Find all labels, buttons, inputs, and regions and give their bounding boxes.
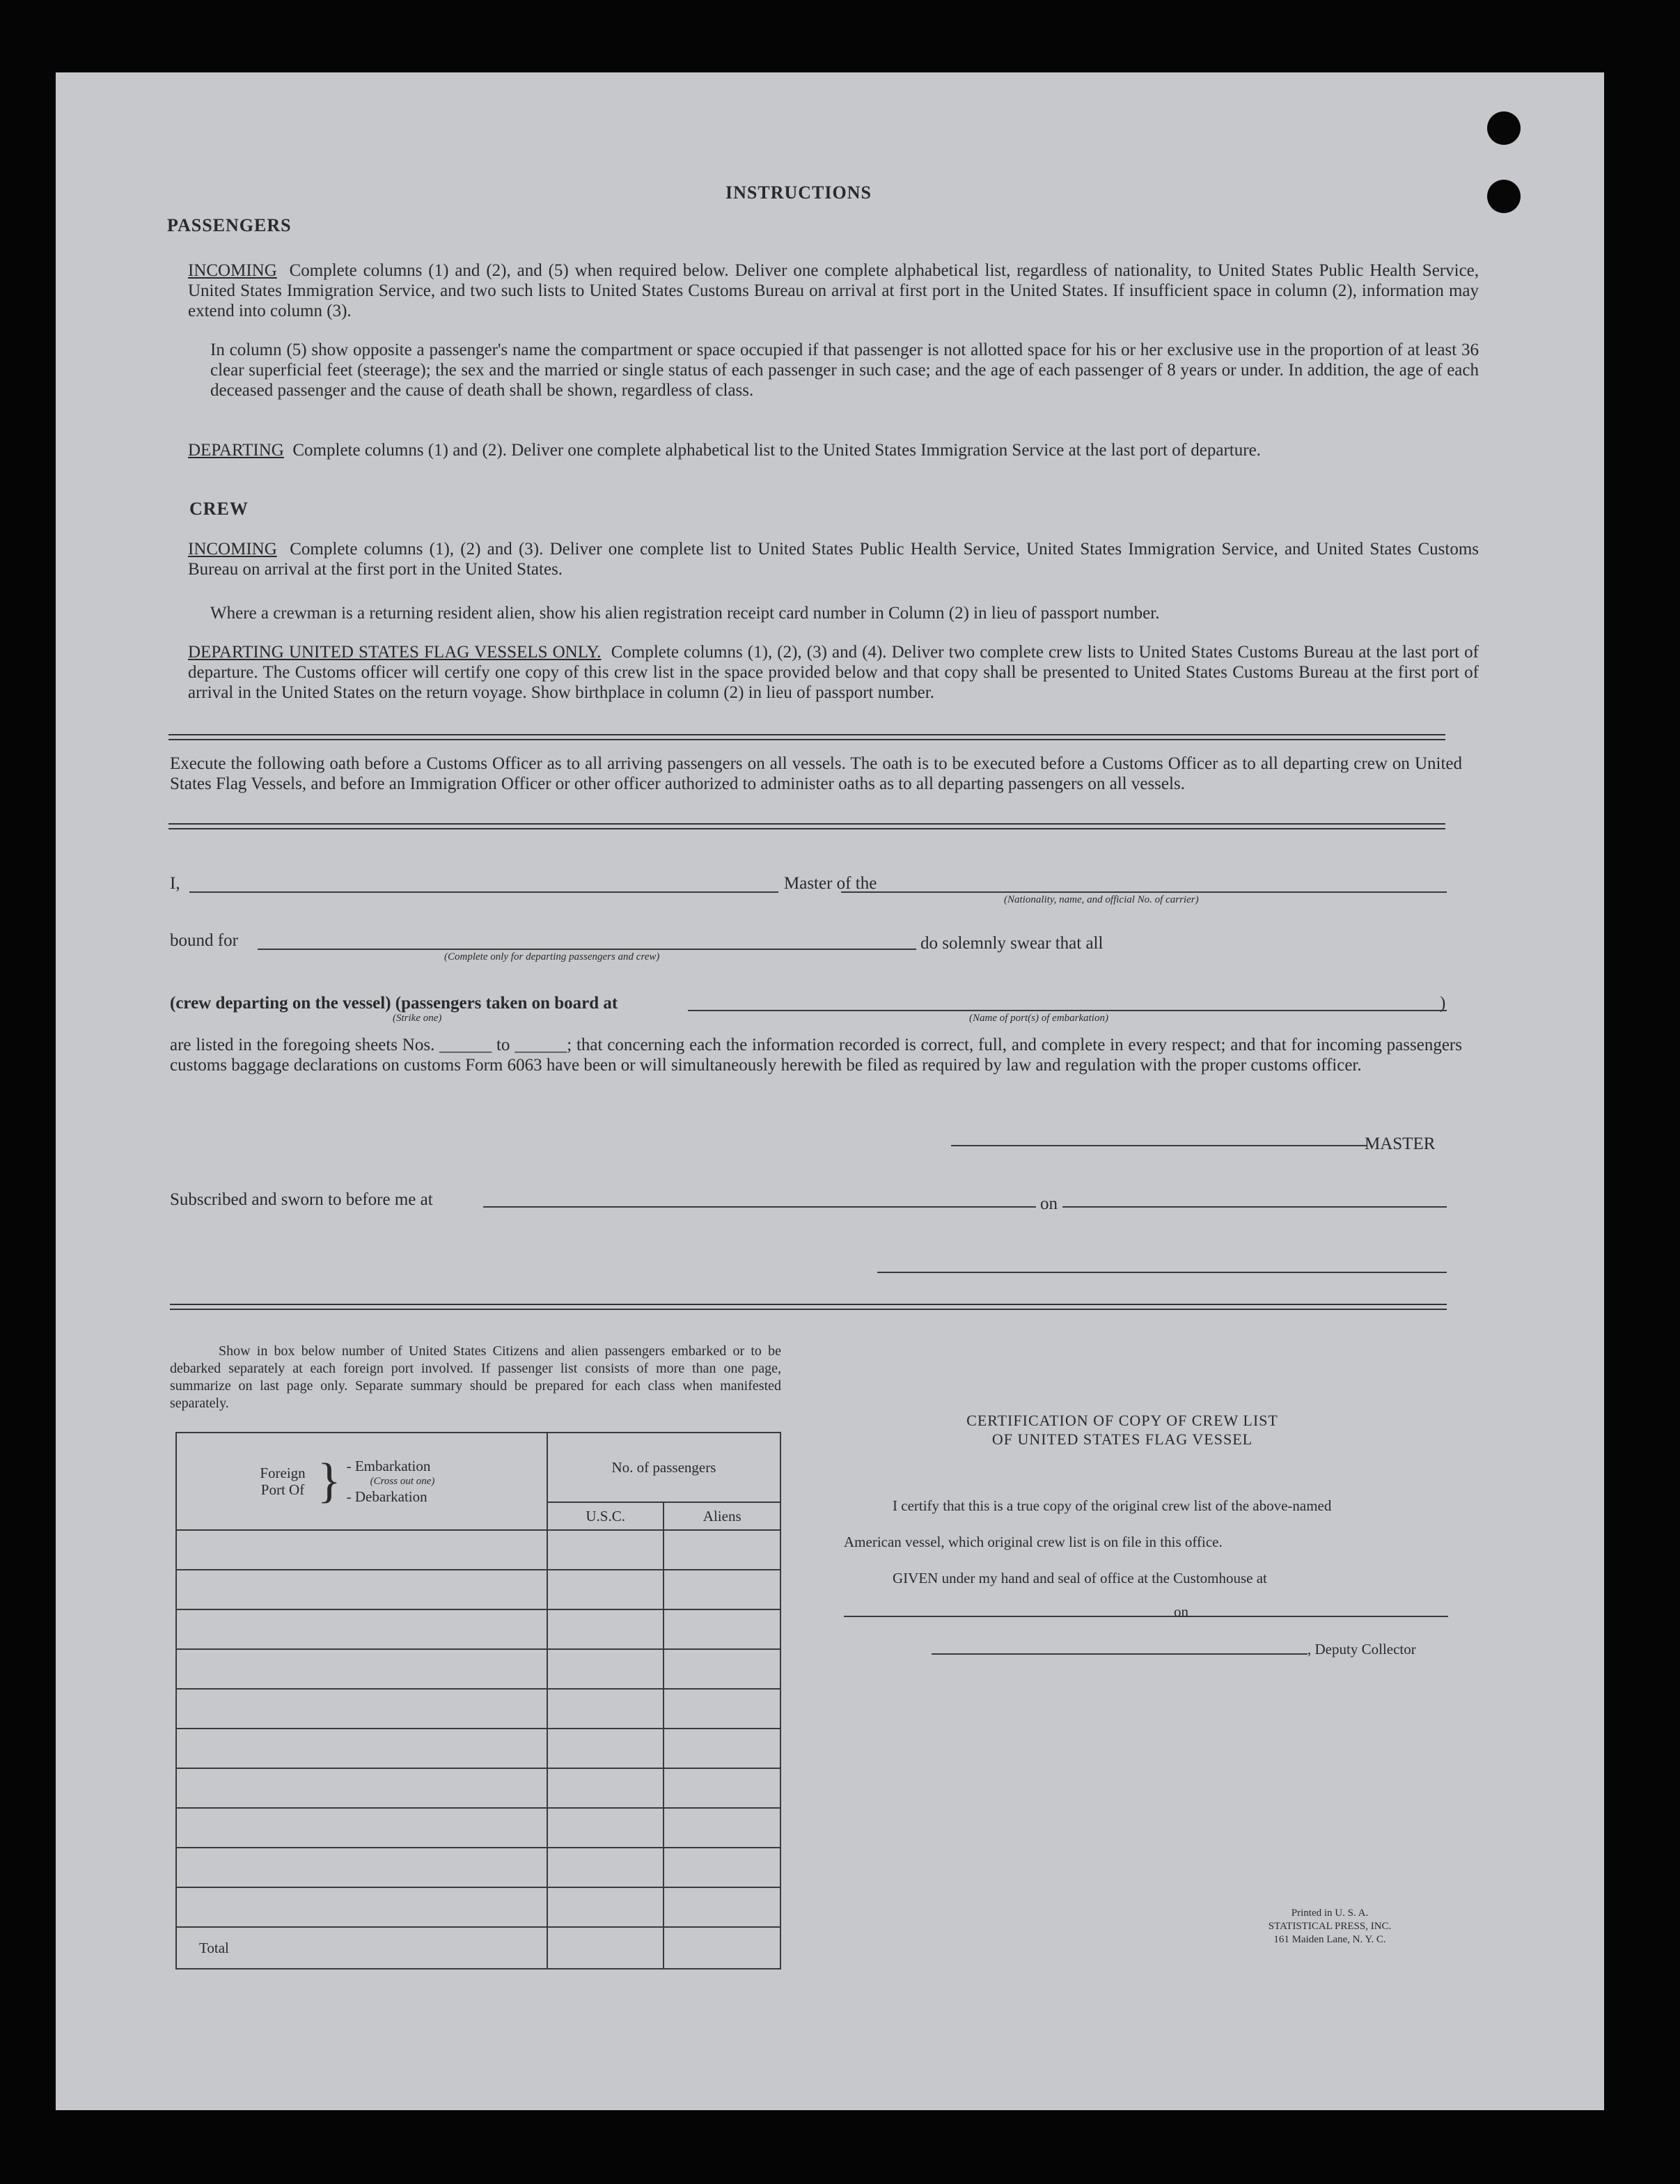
- brace: }: [317, 1454, 341, 1508]
- summary-row: [176, 1609, 780, 1649]
- printer-line1: Printed in U. S. A.: [1291, 1908, 1369, 1919]
- summary-cell-aliens[interactable]: [664, 1689, 780, 1729]
- carrier-note: (Nationality, name, and official No. of carrier): [1004, 894, 1199, 905]
- summary-row: [176, 1768, 780, 1808]
- carrier-line[interactable]: [841, 891, 1447, 893]
- summary-cell-usc[interactable]: [547, 1689, 664, 1729]
- summary-cell-aliens[interactable]: [664, 1887, 780, 1927]
- subscribed-on-label: on: [1040, 1194, 1058, 1213]
- summary-row: [176, 1848, 780, 1887]
- summary-row: [176, 1729, 780, 1768]
- printer-line3: 161 Maiden Lane, N. Y. C.: [1273, 1934, 1386, 1945]
- summary-cell-port[interactable]: [176, 1649, 547, 1689]
- master-name-line[interactable]: [189, 891, 778, 893]
- total-usc-cell[interactable]: [547, 1927, 664, 1969]
- passengers-departing-text: Complete columns (1) and (2). Deliver one complete alphabetical list to the United States Immigration Service at the last port of departure.: [292, 441, 1261, 460]
- summary-row: [176, 1887, 780, 1927]
- subscribed-label: Subscribed and sworn to before me at: [170, 1190, 433, 1209]
- total-label-cell: [176, 1927, 547, 1969]
- no-passengers-header: No. of passengers: [547, 1433, 780, 1502]
- given-label: GIVEN under my hand and seal of office at the Customhouse at: [893, 1570, 1267, 1586]
- summary-cell-port[interactable]: [176, 1729, 547, 1768]
- page-title: INSTRUCTIONS: [725, 182, 872, 203]
- master-signature-line[interactable]: [951, 1145, 1367, 1146]
- summary-cell-port[interactable]: [176, 1530, 547, 1570]
- certification-title: [872, 1411, 1373, 1449]
- master-label: MASTER: [1365, 1134, 1436, 1153]
- certify-line1: I certify that this is a true copy of the original crew list of the above-named: [893, 1497, 1332, 1514]
- summary-cell-usc[interactable]: [547, 1848, 664, 1887]
- summary-instructions: Show in box below number of United States Citizens and alien passengers embarked or to be debarked separately at each foreign port involved. If passenger list consists of more than one page, summarize on last page only. Separate summary should be prepared for each class when manifested separately.: [170, 1343, 781, 1411]
- officer-signature-line[interactable]: [877, 1272, 1447, 1273]
- oath-i-label: I,: [170, 874, 180, 893]
- summary-cell-aliens[interactable]: [664, 1609, 780, 1649]
- embarkation-label: - Embarkation: [346, 1458, 431, 1474]
- summary-cell-aliens[interactable]: [664, 1530, 780, 1570]
- summary-cell-port[interactable]: [176, 1609, 547, 1649]
- passengers-departing-label: DEPARTING: [188, 441, 284, 460]
- punch-hole-second: [1487, 180, 1521, 213]
- total-aliens-cell[interactable]: [664, 1927, 780, 1969]
- total-label: Total: [199, 1939, 229, 1956]
- listed-paragraph: are listed in the foregoing sheets Nos. ______ to ______; that concerning each the information recorded is correct, full, and complete in every respect; and that for incoming passengers customs baggage declarations on customs Form 6063 have been or will simultaneously herewith be filed as required by law and regulation with the proper customs officer.: [170, 1036, 1462, 1075]
- summary-cell-aliens[interactable]: [664, 1768, 780, 1808]
- oath-intro-paragraph: Execute the following oath before a Customs Officer as to all arriving passengers on all vessels. The oath is to be executed before a Customs Officer as to all departing crew on United States Flag Vessels, and before an Immigration Officer or other officer authorized to administer oaths as to all departing passengers on all vessels.: [170, 754, 1462, 793]
- crew-heading: CREW: [189, 499, 249, 519]
- aliens-header: Aliens: [664, 1502, 780, 1530]
- summary-cell-usc[interactable]: [547, 1649, 664, 1689]
- printer-line2: STATISTICAL PRESS, INC.: [1268, 1921, 1392, 1932]
- summary-cell-usc[interactable]: [547, 1729, 664, 1768]
- crew-incoming-text: Complete columns (1), (2) and (3). Deliver one complete list to United States Public Health Service, United States Immigration Service, and United States Customs Bureau on arrival at the first port in the United States.: [188, 540, 1479, 579]
- crew-resident-paragraph: Where a crewman is a returning resident alien, show his alien registration receipt card number in Column (2) in lieu of passport number.: [210, 604, 1160, 623]
- deputy-collector-label: , Deputy Collector: [1308, 1641, 1416, 1658]
- crew-incoming-paragraph: [188, 539, 1479, 579]
- summary-cell-usc[interactable]: [547, 1570, 664, 1609]
- punch-hole-top: [1487, 111, 1521, 145]
- bound-for-label: bound for: [170, 931, 238, 950]
- passengers-departing-paragraph: [188, 440, 1479, 460]
- certification-on-label: on: [1174, 1603, 1188, 1620]
- port-note: (Name of port(s) of embarkation): [969, 1013, 1108, 1024]
- customhouse-line[interactable]: [844, 1616, 1224, 1617]
- certification-title-line1: CERTIFICATION OF COPY OF CREW LIST: [966, 1412, 1278, 1429]
- port-embarkation-line[interactable]: [688, 1010, 1447, 1011]
- passengers-column5-paragraph: In column (5) show opposite a passenger's name the compartment or space occupied if that passenger is not allotted space for his or her exclusive use in the proportion of at least 36 clear superficial feet (steerage); the sex and the married or single status of each passenger in such case; and the age of each passenger of 8 years or under. In addition, the age of each deceased passenger and the cause of death shall be shown, regardless of class.: [210, 341, 1479, 400]
- passengers-heading: PASSENGERS: [167, 215, 292, 235]
- summary-cell-aliens[interactable]: [664, 1808, 780, 1848]
- summary-row: [176, 1689, 780, 1729]
- printer-imprint: [1232, 1907, 1427, 1947]
- bound-for-note: (Complete only for departing passengers and crew): [444, 951, 660, 962]
- close-paren: ): [1440, 994, 1446, 1013]
- summary-cell-port[interactable]: [176, 1808, 547, 1848]
- strike-one-note: (Strike one): [393, 1013, 442, 1024]
- crew-departing-label: DEPARTING UNITED STATES FLAG VESSELS ONLY.: [188, 643, 602, 662]
- summary-cell-usc[interactable]: [547, 1808, 664, 1848]
- debarkation-label: - Debarkation: [346, 1488, 427, 1505]
- summary-cell-port[interactable]: [176, 1887, 547, 1927]
- cross-out-note: (Cross out one): [370, 1476, 435, 1487]
- summary-row: [176, 1649, 780, 1689]
- crew-incoming-label: INCOMING: [188, 540, 277, 559]
- summary-cell-port[interactable]: [176, 1768, 547, 1808]
- crew-departing-text: Complete columns (1), (2), (3) and (4). Deliver two complete crew lists to United States Customs Bureau at the last port of departure. The Customs officer will certify one copy of this crew list in the space provided below and that copy shall be presented to United States Customs Bureau at the first port of arrival in the United States on the return voyage. Show birthplace in column (2) in lieu of passport number.: [188, 643, 1479, 702]
- summary-cell-aliens[interactable]: [664, 1848, 780, 1887]
- foreign-port-label: Foreign Port Of: [260, 1465, 306, 1498]
- master-of-label: Master of the: [784, 874, 877, 893]
- foreign-port-header: [176, 1433, 547, 1530]
- certify-line2: American vessel, which original crew list is on file in this office.: [844, 1534, 1223, 1550]
- usc-header: U.S.C.: [547, 1502, 664, 1530]
- summary-cell-usc[interactable]: [547, 1887, 664, 1927]
- divider-double-3: [170, 1304, 1447, 1310]
- summary-cell-usc[interactable]: [547, 1530, 664, 1570]
- summary-cell-aliens[interactable]: [664, 1729, 780, 1768]
- divider-double-1: [168, 734, 1445, 740]
- summary-cell-aliens[interactable]: [664, 1570, 780, 1609]
- crew-departing-option: (crew departing on the vessel) (passengers taken on board at: [170, 994, 618, 1013]
- divider-double-2: [168, 823, 1445, 829]
- summary-rows: [176, 1530, 780, 1927]
- passenger-summary-table: [175, 1432, 781, 1970]
- summary-row: [176, 1570, 780, 1609]
- bound-for-line[interactable]: [258, 949, 916, 950]
- summary-cell-aliens[interactable]: [664, 1649, 780, 1689]
- certification-date-line[interactable]: [1195, 1616, 1448, 1617]
- summary-cell-port[interactable]: [176, 1689, 547, 1729]
- passengers-incoming-text: Complete columns (1) and (2), and (5) when required below. Deliver one complete alphabetical list, regardless of nationality, to United States Public Health Service, United States Immigration Service, and two such lists to United States Customs Bureau on arrival at first port in the United States. If insufficient space in column (2), information may extend into column (3).: [188, 261, 1479, 320]
- summary-cell-port[interactable]: [176, 1848, 547, 1887]
- subscribed-place-line[interactable]: [483, 1206, 1036, 1208]
- subscribed-date-line[interactable]: [1062, 1206, 1447, 1208]
- form-page: [56, 72, 1604, 2110]
- passengers-incoming-label: INCOMING: [188, 261, 277, 280]
- summary-cell-port[interactable]: [176, 1570, 547, 1609]
- solemnly-swear-label: do solemnly swear that all: [920, 934, 1104, 953]
- passengers-incoming-paragraph: [188, 260, 1479, 321]
- deputy-signature-line[interactable]: [932, 1653, 1308, 1655]
- summary-row: [176, 1808, 780, 1848]
- summary-cell-usc[interactable]: [547, 1768, 664, 1808]
- crew-departing-paragraph: [188, 642, 1479, 703]
- summary-cell-usc[interactable]: [547, 1609, 664, 1649]
- certification-title-line2: OF UNITED STATES FLAG VESSEL: [991, 1430, 1253, 1448]
- summary-row: [176, 1530, 780, 1570]
